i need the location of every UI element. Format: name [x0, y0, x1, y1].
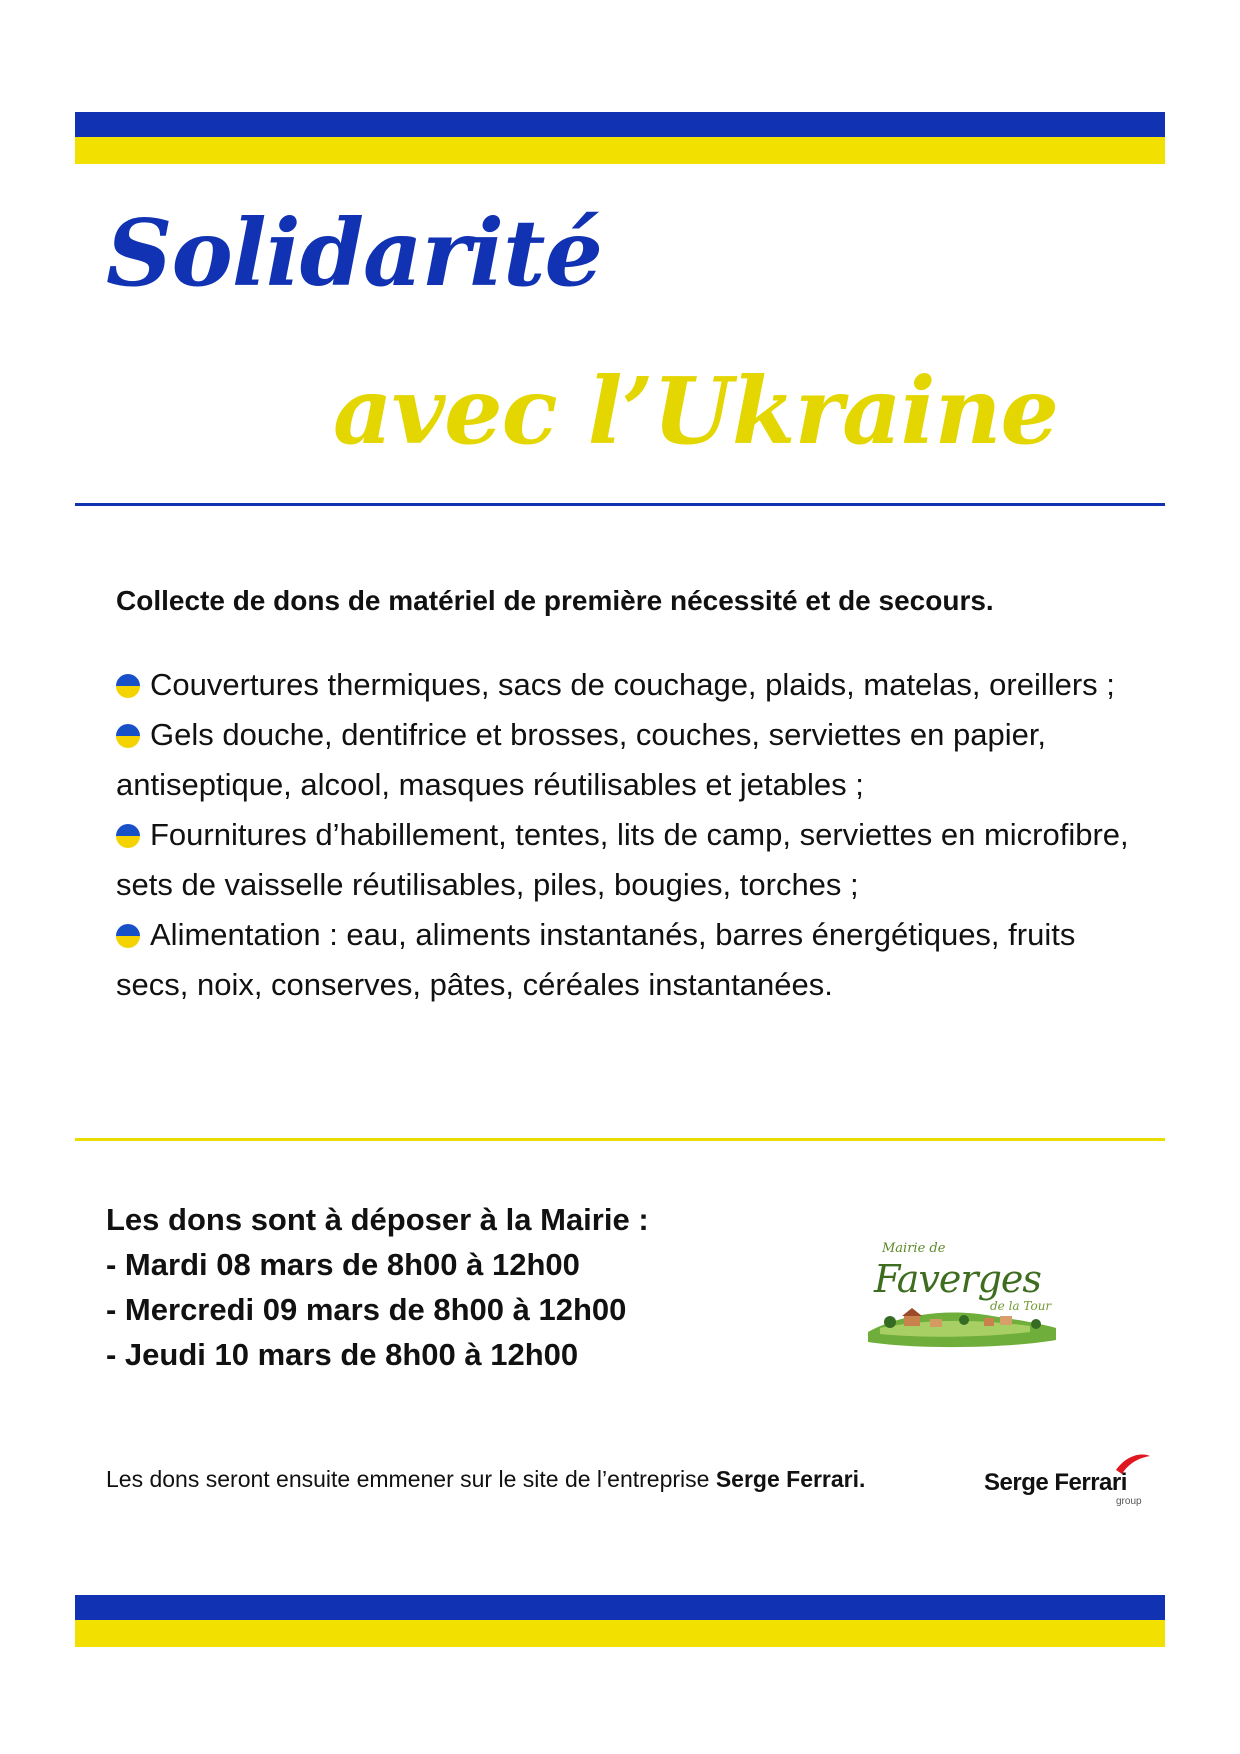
schedule-heading: Les dons sont à déposer à la Mairie :	[106, 1202, 649, 1237]
top-flag-band	[75, 112, 1165, 164]
logo-tour-line: de la Tour	[990, 1299, 1052, 1313]
lead-text: Collecte de dons de matériel de première nécessité et de secours.	[116, 585, 994, 616]
list-item	[116, 660, 1136, 710]
serge-ferrari-logo	[978, 1450, 1156, 1512]
list-item-text: Gels douche, dentifrice et brosses, couches, serviettes en papier, antiseptique, alcool, masques réutilisables et jetables ;	[116, 717, 1047, 802]
flag-yellow-stripe	[75, 1620, 1165, 1647]
logo-sf-name: Serge Ferrari	[984, 1469, 1127, 1496]
logo-sf-sub: group	[1116, 1496, 1142, 1507]
footer-company: Serge Ferrari.	[715, 1466, 866, 1492]
footer-sentence: Les dons seront ensuite emmener sur le site de l’entreprise	[106, 1466, 716, 1492]
donation-list	[116, 660, 1136, 1010]
list-item-text: Alimentation : eau, aliments instantanés, barres énergétiques, fruits secs, noix, conserves, pâtes, céréales instantanées.	[116, 917, 1076, 1002]
title-line-1: Solidarité	[106, 199, 603, 307]
list-item	[116, 710, 1136, 810]
flag-blue-stripe	[75, 112, 1165, 137]
flag-yellow-stripe	[75, 137, 1165, 164]
ukraine-dot-icon	[116, 674, 140, 698]
list-item-text: Couvertures thermiques, sacs de couchage, plaids, matelas, oreillers ;	[150, 667, 1115, 702]
ukraine-dot-icon	[116, 824, 140, 848]
ukraine-dot-icon	[116, 724, 140, 748]
footer-text	[106, 1466, 865, 1493]
schedule-date: - Mercredi 09 mars de 8h00 à 12h00	[106, 1292, 627, 1327]
ukraine-dot-icon	[116, 924, 140, 948]
list-item	[116, 910, 1136, 1010]
title-line-2: avec l’Ukraine	[333, 357, 1059, 465]
flag-blue-stripe	[75, 1595, 1165, 1620]
schedule-date: - Jeudi 10 mars de 8h00 à 12h00	[106, 1337, 579, 1372]
bottom-flag-band	[75, 1595, 1165, 1647]
schedule-date: - Mardi 08 mars de 8h00 à 12h00	[106, 1247, 580, 1282]
schedule-block	[106, 1197, 649, 1377]
list-item	[116, 810, 1136, 910]
yellow-divider	[75, 1138, 1165, 1141]
logo-faverges-line: Faverges	[874, 1257, 1041, 1301]
mairie-faverges-logo	[860, 1228, 1060, 1352]
logo-mairie-line: Mairie de	[882, 1241, 946, 1256]
list-item-text: Fournitures d’habillement, tentes, lits de camp, serviettes en microfibre, sets de vaisselle réutilisables, piles, bougies, torches ;	[116, 817, 1129, 902]
blue-divider	[75, 503, 1165, 506]
